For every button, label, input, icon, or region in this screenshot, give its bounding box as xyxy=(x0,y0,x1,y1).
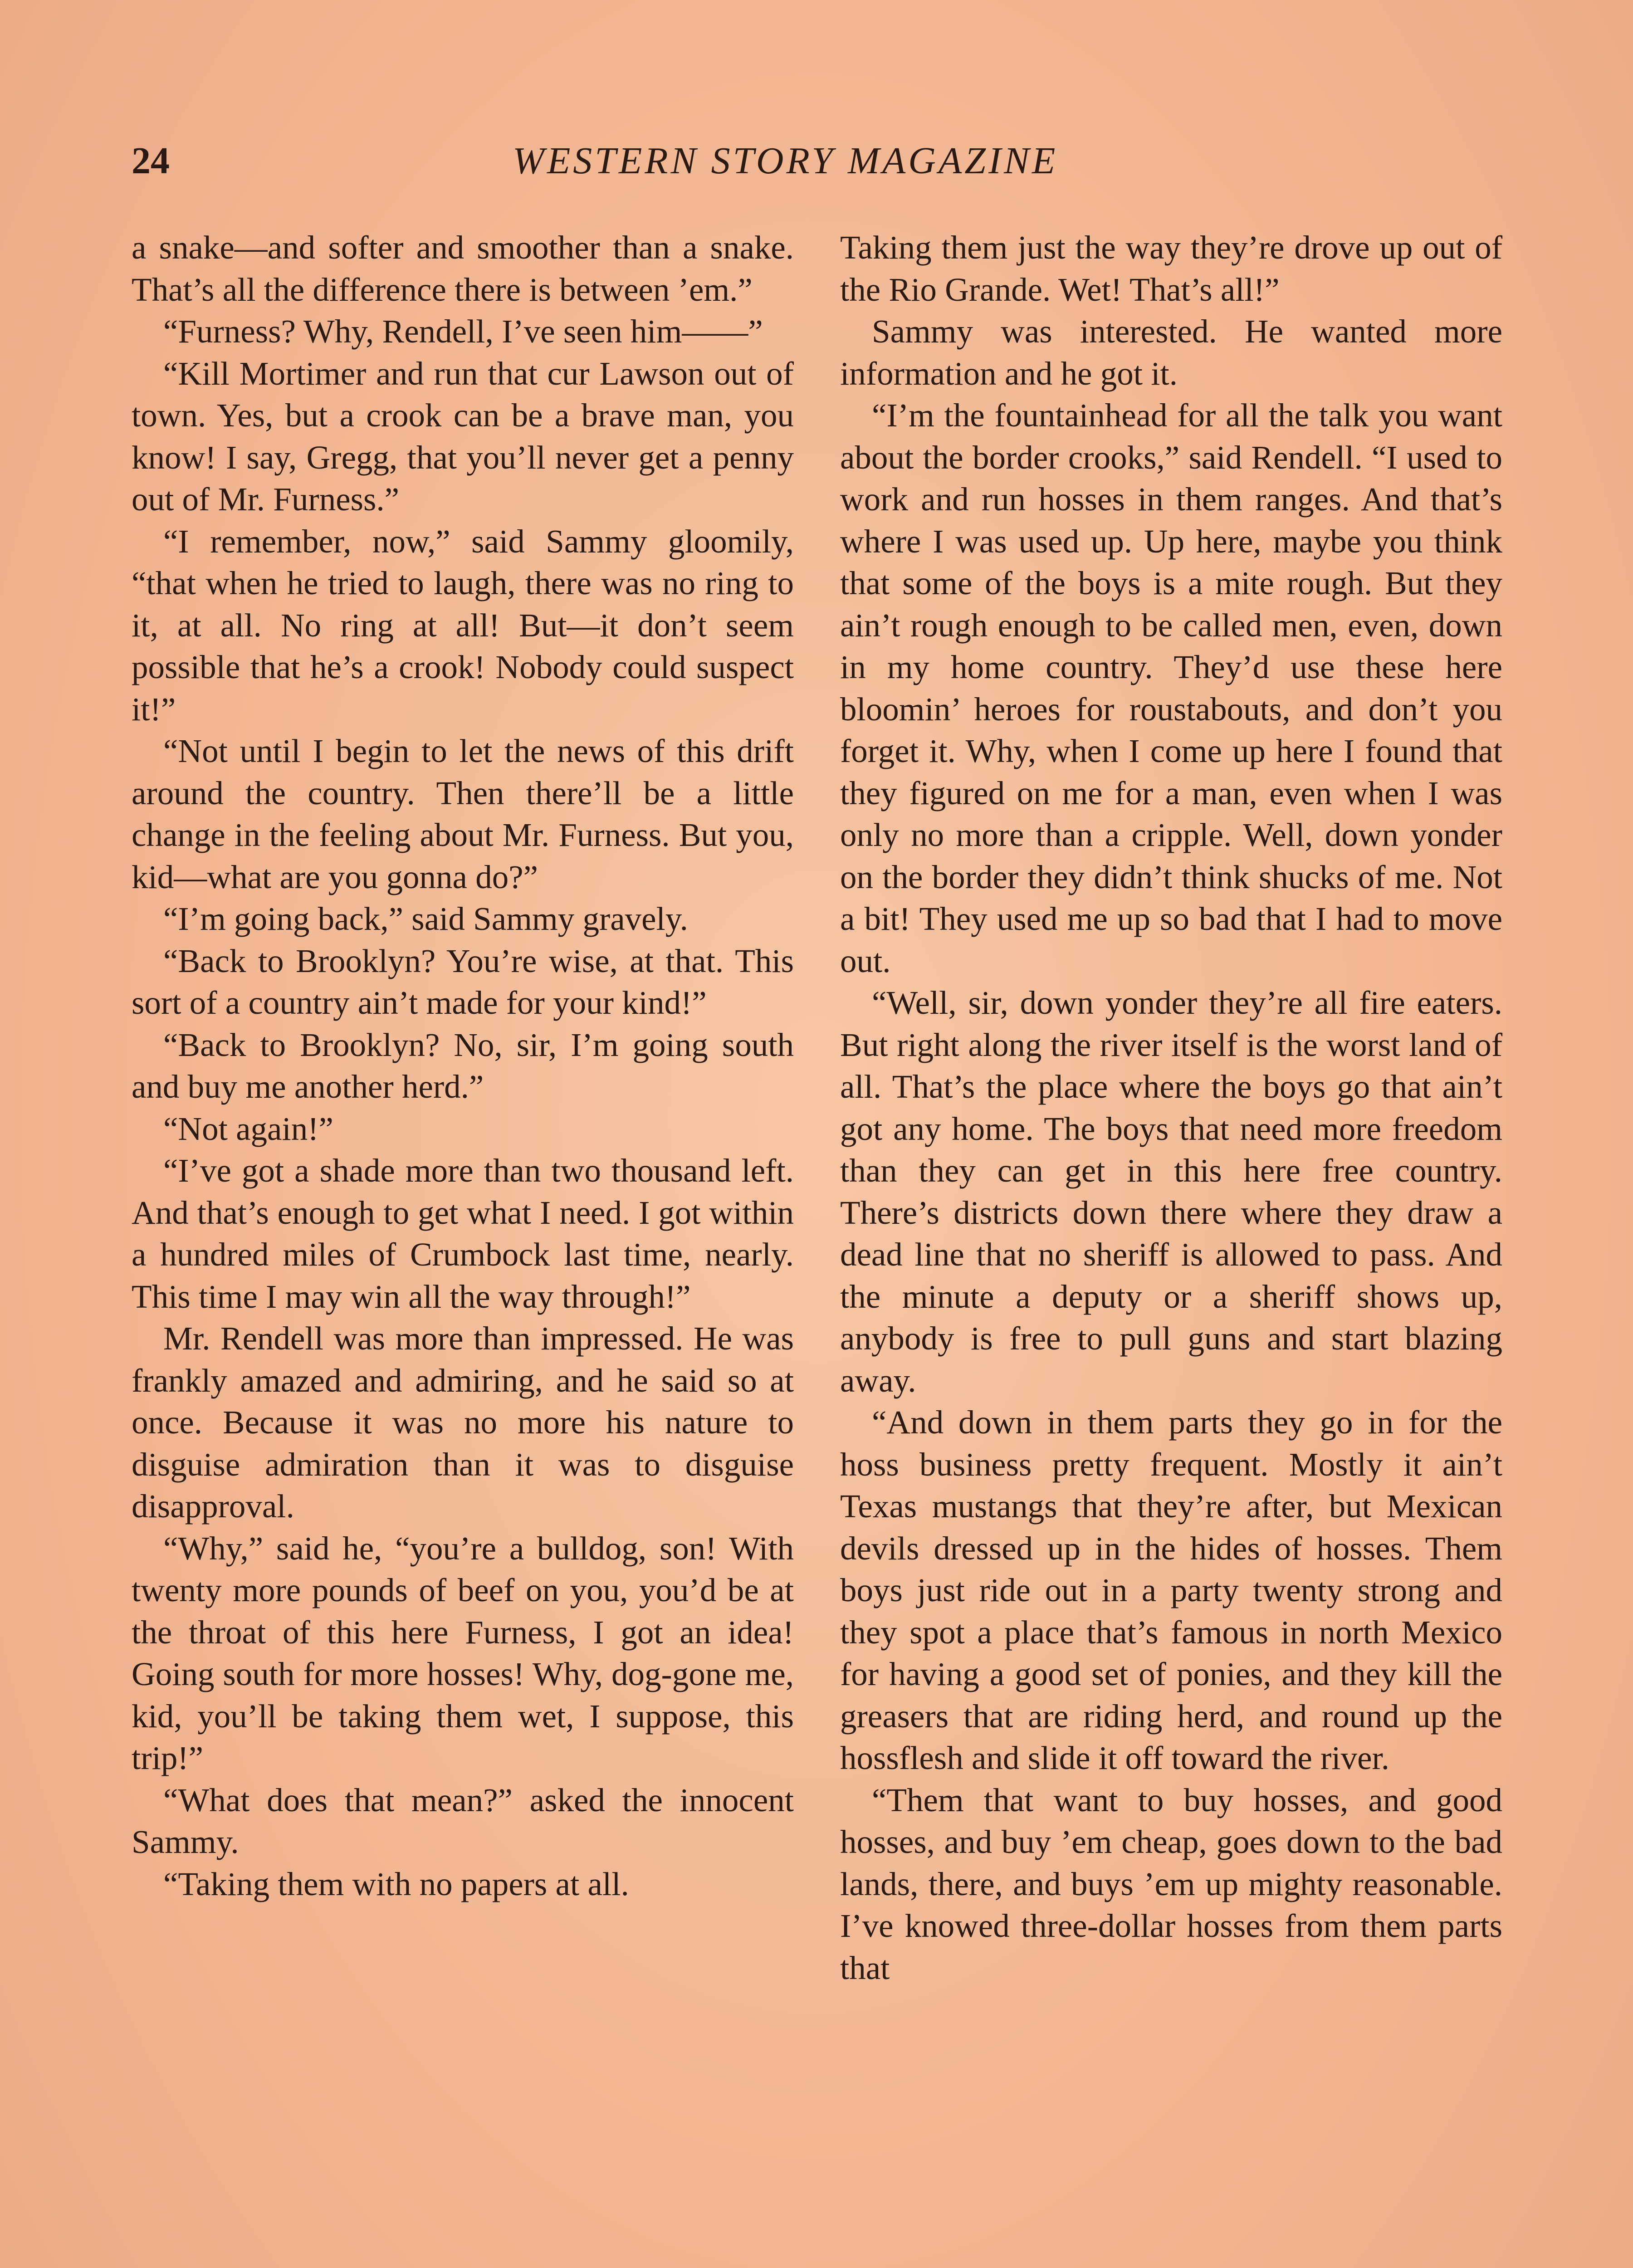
paragraph: “Back to Brooklyn? No, sir, I’m going south and buy me another herd.” xyxy=(132,1026,794,1105)
running-title: WESTERN STORY MAGAZINE xyxy=(513,140,1058,182)
page-number: 24 xyxy=(132,140,170,182)
right-column xyxy=(840,227,1502,1989)
paragraph: “I’m the fountainhead for all the talk you want about the border crooks,” said Rendell. “I used to work and run hosses in them ranges. And that’s where I was used up. Up here, maybe you think that some of the boys is a mite rough. But they ain’t rough enough to be called men, even, down in my home country. They’d use these here bloomin’ heroes for roustabouts, and don’t you forget it. Why, when I come up here I found that they figured on me for a man, even when I was only no more than a cripple. Well, down yonder on the border they didn’t think shucks of me. Not a bit! They used me up so bad that I had to move out. xyxy=(840,397,1502,979)
paragraph: “Well, sir, down yonder they’re all fire eaters. But right along the river itself is the worst land of all. That’s the place where the boys go that ain’t got any home. The boys that need more freedom than they can get in this here free country. There’s districts down there where they draw a dead line that no sheriff is allowed to pass. And the minute a deputy or a sheriff shows up, anybody is free to pull guns and start blazing away. xyxy=(840,984,1502,1399)
paragraph: “I’m going back,” said Sammy gravely. xyxy=(163,900,688,937)
paragraph: “Taking them with no papers at all. xyxy=(163,1865,629,1902)
paragraph: “Not until I begin to let the news of this drift around the country. Then there’ll be a little change in the feeling about Mr. Furness. But you, kid—what are you gonna do?” xyxy=(132,733,794,895)
paragraph: “I’ve got a shade more than two thousand left. And that’s enough to get what I need. I got within a hundred miles of Crumbock last time, nearly. This time I may win all the way through!” xyxy=(132,1152,794,1315)
left-column xyxy=(132,227,794,1905)
paragraph: “Why,” said he, “you’re a bulldog, son! With twenty more pounds of beef on you, you’d be at the throat of this here Furness, I got an idea! Going south for more hosses! Why, dog-gone me, kid, you’ll be taking them wet, I suppose, this trip!” xyxy=(132,1530,794,1776)
paragraph: “Not again!” xyxy=(163,1110,333,1147)
paragraph: “Kill Mortimer and run that cur Lawson out of town. Yes, but a crook can be a brave man, you know! I say, Gregg, that you’ll never get a penny out of Mr. Furness.” xyxy=(132,355,794,518)
page-header xyxy=(132,136,1148,191)
paragraph: “Back to Brooklyn? You’re wise, at that. This sort of a country ain’t made for your kind!” xyxy=(132,942,794,1021)
paragraph: “What does that mean?” asked the innocent Sammy. xyxy=(132,1781,794,1860)
paragraph: “Them that want to buy hosses, and good hosses, and buy ’em cheap, goes down to the bad lands, there, and buys ’em up mighty reasonable. I’ve knowed three-dollar hosses from them parts that xyxy=(840,1781,1502,1986)
paragraph: “I remember, now,” said Sammy gloomily, “that when he tried to laugh, there was no ring to it, at all. No ring at all! But—it don’t seem possible that he’s a crook! Nobody could suspect it!” xyxy=(132,523,794,728)
paragraph: Mr. Rendell was more than impressed. He was frankly amazed and admiring, and he said so at once. Because it was no more his nature to disguise admiration than it was to disguise disapproval. xyxy=(132,1320,794,1525)
paragraph: Sammy was interested. He wanted more information and he got it. xyxy=(840,313,1502,392)
paragraph: “Furness? Why, Rendell, I’ve seen him——” xyxy=(163,313,763,350)
paragraph: “And down in them parts they go in for the hoss business pretty frequent. Mostly it ain’t Texas mustangs that they’re after, but Mexican devils dressed up in the hides of hosses. Them boys just ride out in a party twenty strong and they spot a place that’s famous in north Mexico for having a good set of ponies, and they kill the greasers that are riding herd, and round up the hossflesh and slide it off toward the river. xyxy=(840,1404,1502,1776)
paragraph: a snake—and softer and smoother than a snake. That’s all the difference there is between ’em.” xyxy=(132,229,794,308)
paragraph: Taking them just the way they’re drove up out of the Rio Grande. Wet! That’s all!” xyxy=(840,229,1502,308)
